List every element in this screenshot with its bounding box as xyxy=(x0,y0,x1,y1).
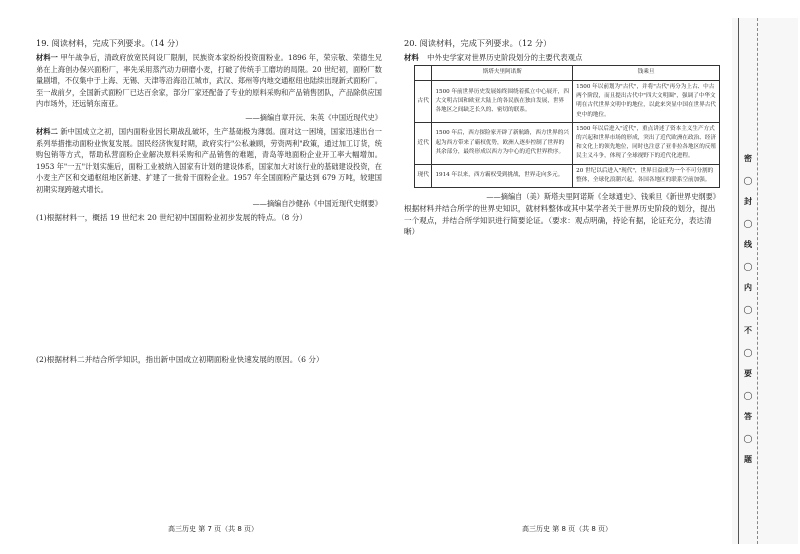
question-20-prompt: 根据材料并结合所学的世界史知识，就材料整体或其中某学者关于世界历史阶段的划分，提出一个观点，并结合所学知识进行简要论证。（要求：观点明确，持论有据，论证充分，表达清晰） xyxy=(404,204,716,237)
binding-seal-line xyxy=(757,18,758,544)
table-label: 材料 xyxy=(404,53,419,62)
material-1-source: ——摘编自章开沅、朱英《中国近现代史》 xyxy=(245,112,382,122)
question-19-part-2: (2)根据材料二并结合所学知识，指出新中国成立初期面粉业快速发展的原因。（6 分） xyxy=(36,354,324,364)
column-header-qian: 钱乘旦 xyxy=(573,66,720,81)
question-19-part-1: (1)根据材料一，概括 19 世纪末 20 世纪初中国面粉业初步发展的特点。（8 分） xyxy=(36,212,307,222)
table-row xyxy=(415,122,720,164)
table-cell: 20 世纪以后进入"现代"，世界日益成为一个不可分割的整体，全球化浪潮兴起，各国各地区的联系空前加强。 xyxy=(573,164,720,187)
era-cell: 近代 xyxy=(415,122,432,164)
material-2-source: ——摘编自沙健孙《中国近现代史纲要》 xyxy=(252,198,382,208)
table-cell: 1500 年以前划为"古代"，并将"古代"再分为上古、中古两个阶段，而且提出古代中"四大文明圈"，强调了中华文明在古代世界文明中的地位，以此来突显中国在世界古代史中的地位。 xyxy=(573,81,720,123)
right-page xyxy=(404,38,720,238)
binding-edge-line xyxy=(738,18,739,544)
table-cell: 1500 年前世界历史发展始终围绕着孤立中心展开，四大文明古国和欧亚大陆上的各民族在独自发展，世界各地区之间缺乏长久的、密切的联系。 xyxy=(432,81,573,123)
question-19-title: 19. 阅读材料，完成下列要求。（14 分） xyxy=(36,38,184,48)
left-page-footer: 高三历史 第 7 页（共 8 页） xyxy=(168,525,259,533)
material-1-text: 甲午战争后，清政府放宽民间设厂限制，民族资本家纷纷投资面粉业。1896 年，荣宗敬、荣德生兄弟在上海创办保兴面粉厂，率先采用蒸汽动力研磨小麦，打破了传统手工磨坊的局限。20 世纪初，面粉厂数量剧增，不仅集中于上海、无锡、天津等沿海沿江城市，武汉、郑州等内地交通枢纽也陆续出现新式面粉厂。至一战前夕，全国新式面粉厂已达百余家，部分厂家还配备了专业的原料采购和产品销售团队，产品除供应国内市场外，还远销东南亚。 xyxy=(36,53,382,109)
table-cell: 1914 年以来，西方霸权受到挑战，世界走向多元。 xyxy=(432,164,573,187)
era-cell: 现代 xyxy=(415,164,432,187)
table-cell: 1500 年后，西方探险家开辟了新航路，西方世界的兴起为西方带来了霸权优势，欧洲人逐步控制了世界的其余部分，最终形成以西方为中心的近代世界秩序。 xyxy=(432,122,573,164)
table-row xyxy=(415,81,720,123)
table-row xyxy=(415,164,720,187)
material-1-label: 材料一 xyxy=(36,53,59,62)
table-heading xyxy=(404,52,720,63)
table-source: ——摘编自（美）斯塔夫里阿诺斯《全球通史》、钱乘旦《新世界史纲要》 xyxy=(486,192,720,202)
history-periods-table xyxy=(414,65,720,188)
table-cell: 1500 年以后进入"近代"，重点讲述了资本主义生产方式的兴起和世界市场的形成，突出了近代欧洲在政治、经济和文化上的领先地位，同时也注意了亚非拉各地区的反殖民主义斗争，体现了全球视野下的近代化进程。 xyxy=(573,122,720,164)
right-page-footer: 高三历史 第 8 页（共 8 页） xyxy=(522,525,613,533)
seal-line-warning: 密◯封◯线◯内◯不◯要◯答◯题 xyxy=(743,154,753,464)
era-cell: 古代 xyxy=(415,81,432,123)
question-20-title: 20. 阅读材料，完成下列要求。（12 分） xyxy=(404,38,552,48)
table-header-row xyxy=(415,66,720,81)
left-page xyxy=(36,38,382,364)
material-2-text: 新中国成立之初，国内面粉业因长期战乱破坏，生产基础极为薄弱。面对这一困境，国家迅速出台一系列举措推动面粉业恢复发展。国民经济恢复时期，政府实行"公私兼顾，劳资两利"政策，通过加工订货，统购包销等方式，帮助私营面粉企业解决原料采购和产品销售的难题，青岛等地面粉企业开工率大幅增加。1953 年"一五"计划实施后，面粉工业被纳入国家有计划的建设体系，国家加大对该行业的基础建设投资，在小麦主产区和交通枢纽地区新建、扩建了一批骨干面粉企业。1957 年全国面粉产量达到 679 万吨，较建国初期实现跨越式增长。 xyxy=(36,126,382,194)
material-1 xyxy=(36,52,382,110)
table-caption: 中外史学家对世界历史阶段划分的主要代表观点 xyxy=(427,53,583,62)
column-header-stavrianos: 斯塔夫里阿诺斯 xyxy=(432,66,573,81)
material-2 xyxy=(36,126,382,196)
table-corner xyxy=(415,66,432,81)
material-2-label: 材料二 xyxy=(36,126,58,136)
